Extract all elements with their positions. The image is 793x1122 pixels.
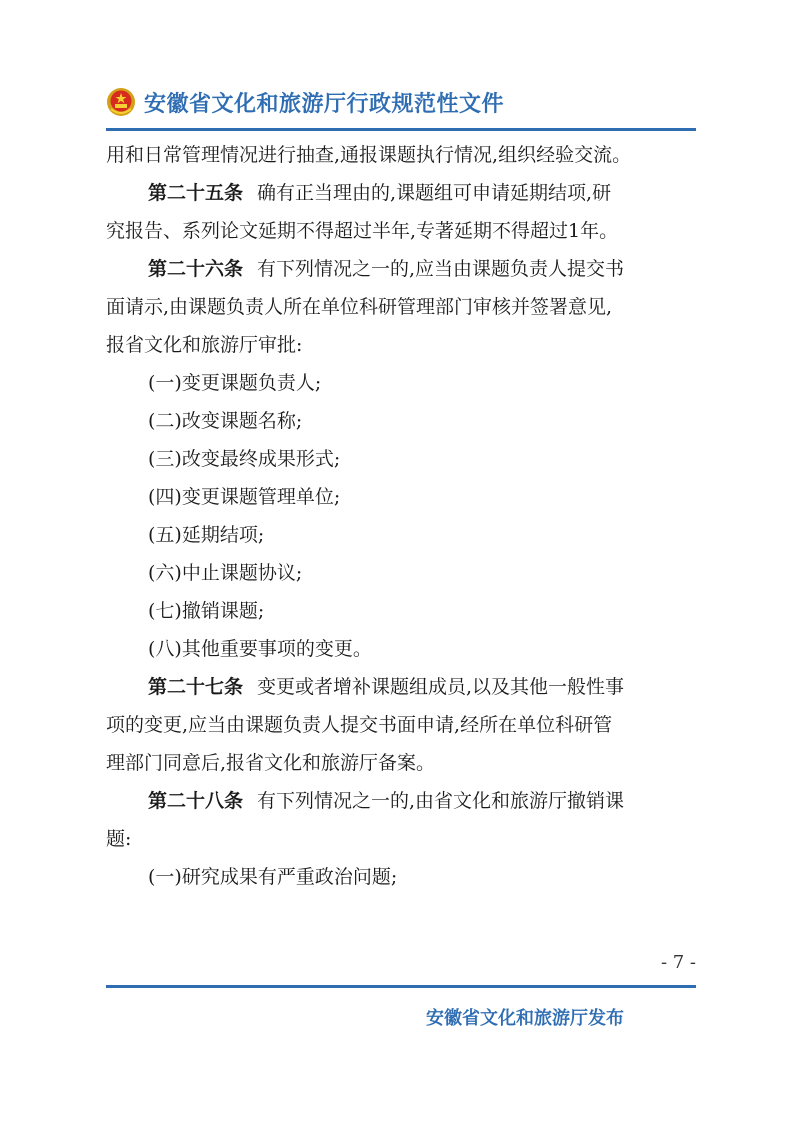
article-text: 有下列情况之一的,由省文化和旅游厅撤销课 <box>257 790 625 812</box>
national-emblem-icon <box>106 87 136 117</box>
list-item: (六)中止课题协议; <box>148 562 303 584</box>
header-rule <box>106 128 696 131</box>
paragraph-line: 面请示,由课题负责人所在单位科研管理部门审核并签署意见, <box>106 296 613 318</box>
list-item: (七)撤销课题; <box>148 600 265 622</box>
article-label: 第二十六条 <box>148 258 244 280</box>
article-25-line <box>106 174 696 212</box>
document-header <box>106 82 696 122</box>
page-number: - 7 - <box>660 952 696 973</box>
article-text: 有下列情况之一的,应当由课题负责人提交书 <box>257 258 625 280</box>
list-item: (五)延期结项; <box>148 524 265 546</box>
list-item: (二)改变课题名称; <box>148 410 303 432</box>
list-item: (八)其他重要事项的变更。 <box>148 638 372 660</box>
paragraph-line: 项的变更,应当由课题负责人提交书面申请,经所在单位科研管 <box>106 714 613 736</box>
article-26-line <box>106 250 696 288</box>
header-title: 安徽省文化和旅游厅行政规范性文件 <box>144 91 505 117</box>
article-text: 确有正当理由的,课题组可申请延期结项,研 <box>257 182 612 204</box>
article-27-line <box>106 668 696 706</box>
article-28-line <box>106 782 696 820</box>
list-item: (三)改变最终成果形式; <box>148 448 341 470</box>
footer-publisher: 安徽省文化和旅游厅发布 <box>426 1008 624 1029</box>
paragraph-line: 究报告、系列论文延期不得超过半年,专著延期不得超过1年。 <box>106 220 619 242</box>
paragraph-line: 报省文化和旅游厅审批: <box>106 334 303 356</box>
paragraph-line: 用和日常管理情况进行抽查,通报课题执行情况,组织经验交流。 <box>106 144 632 166</box>
article-text: 变更或者增补课题组成员,以及其他一般性事 <box>257 676 625 698</box>
list-item: (一)变更课题负责人; <box>148 372 322 394</box>
paragraph-line: 题: <box>106 828 132 850</box>
article-label: 第二十五条 <box>148 182 244 204</box>
document-body <box>106 136 696 896</box>
list-item: (一)研究成果有严重政治问题; <box>148 866 398 888</box>
article-label: 第二十八条 <box>148 790 244 812</box>
paragraph-line: 理部门同意后,报省文化和旅游厅备案。 <box>106 752 436 774</box>
footer-rule <box>106 985 696 988</box>
article-label: 第二十七条 <box>148 676 244 698</box>
list-item: (四)变更课题管理单位; <box>148 486 341 508</box>
